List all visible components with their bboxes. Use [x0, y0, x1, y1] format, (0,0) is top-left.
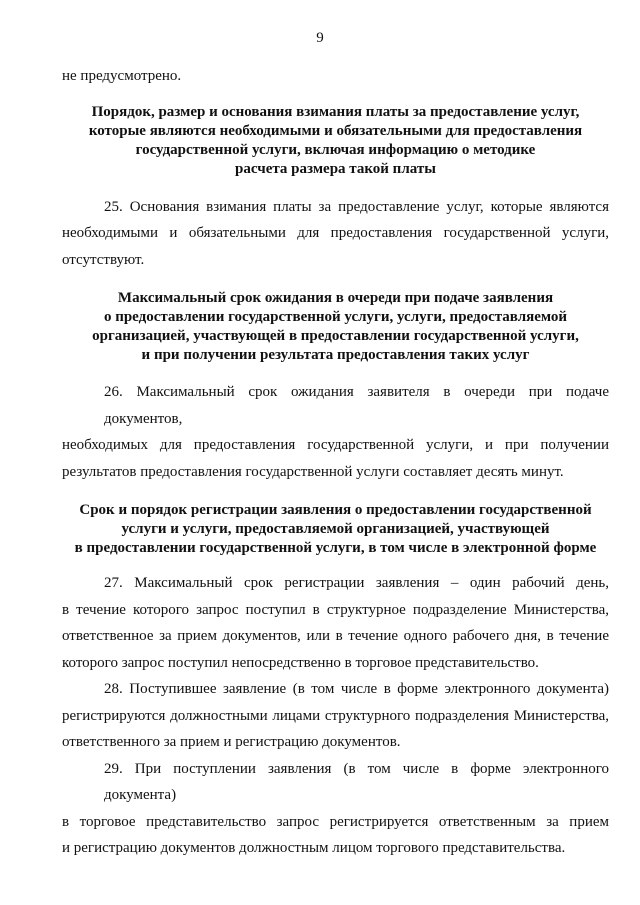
- heading-line: и при получении результата предоставления таких услуг: [141, 347, 530, 363]
- heading-line: в предоставлении государственной услуги, в том числе в электронной форме: [74, 540, 597, 556]
- paragraph-25: [62, 194, 609, 274]
- paragraph-line: 26. Максимальный срок ожидания заявителя в очереди при подаче документов,: [104, 384, 609, 427]
- heading-line: о предоставлении государственной услуги, услуги, предоставляемой: [103, 309, 568, 325]
- paragraph-line: 25. Основания взимания платы за предоставление услуг, которые являются: [104, 198, 609, 215]
- heading-line: организацией, участвующей в предоставлении государственной услуги,: [92, 328, 579, 344]
- paragraph-26: [62, 379, 609, 485]
- section-heading-queue: [62, 289, 609, 365]
- heading-line: Максимальный срок ожидания в очереди при подаче заявления: [117, 290, 554, 306]
- paragraph-27: [62, 570, 609, 676]
- paragraph-line: необходимыми и обязательными для предоставления государственной услуги,: [62, 225, 609, 241]
- heading-line: государственной услуги, включая информацию о методике: [135, 141, 536, 158]
- heading-line: Срок и порядок регистрации заявления о предоставлении государственной: [79, 502, 592, 518]
- document-body: [62, 63, 609, 862]
- heading-line: услуги и услуги, предоставляемой организацией, участвующей: [121, 521, 550, 537]
- heading-line: которые являются необходимыми и обязательными для предоставления: [88, 122, 583, 139]
- paragraph-line: ответственное за прием документов, или в течение одного рабочего дня, в течение: [62, 628, 609, 644]
- paragraph-line: и регистрацию документов должностным лицом торгового представительства.: [62, 840, 566, 856]
- paragraph-line: в торговое представительство запрос регистрируется ответственным за прием: [62, 813, 609, 830]
- intro-tail-text: не предусмотрено.: [62, 68, 182, 84]
- section-heading-fee: [62, 103, 609, 179]
- paragraph-line: 28. Поступившее заявление (в том числе в форме электронного документа): [104, 681, 609, 697]
- paragraph-line: необходимых для предоставления государственной услуги, и при получении: [62, 437, 609, 453]
- paragraph-line: регистрируются должностными лицами структурного подразделения Министерства,: [62, 707, 609, 724]
- section-heading-registration: [62, 501, 609, 558]
- paragraph-line: которого запрос поступил непосредственно в торговое представительство.: [62, 654, 539, 671]
- paragraph-28: [62, 676, 609, 756]
- heading-line: Порядок, размер и основания взимания платы за предоставление услуг,: [91, 103, 580, 120]
- paragraph-line: 27. Максимальный срок регистрации заявления – один рабочий день,: [104, 575, 609, 591]
- paragraph-29: [62, 756, 609, 862]
- page-number: 9: [316, 30, 324, 46]
- heading-line: расчета размера такой платы: [235, 160, 436, 177]
- paragraph-line: 29. При поступлении заявления (в том числе в форме электронного документа): [104, 760, 609, 803]
- paragraph-line: в течение которого запрос поступил в структурное подразделение Министерства,: [62, 601, 609, 618]
- paragraph-line: ответственного за прием и регистрацию документов.: [62, 734, 401, 750]
- paragraph-line: отсутствуют.: [62, 251, 145, 268]
- paragraph-line: результатов предоставления государственной услуги составляет десять минут.: [62, 463, 564, 480]
